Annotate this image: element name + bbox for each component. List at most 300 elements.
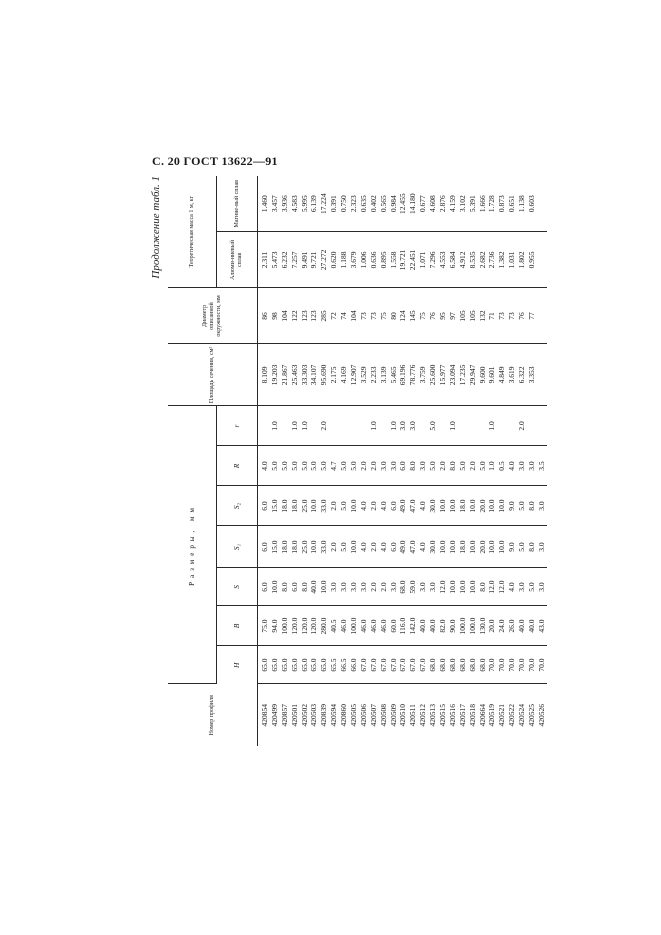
table-cell: 0.620 [329, 251, 339, 269]
table-cell: 5.0 [349, 461, 359, 471]
table-cell: 10.0 [447, 499, 457, 513]
table-cell: 3.679 [349, 251, 359, 269]
table-cell: 3.0 [388, 461, 398, 471]
table-cell: 4.7 [329, 461, 339, 471]
header-r-large: R [217, 446, 258, 486]
table-cell: 10.0 [497, 499, 507, 513]
table-cell: 67.0 [408, 658, 418, 672]
table-cell: 9.600 [477, 366, 487, 384]
table-cell: 3.0 [536, 542, 546, 552]
table-cell: 43.0 [536, 619, 546, 633]
table-cell: 3.0 [349, 582, 359, 592]
table-cell: 40.0 [309, 580, 319, 594]
table-cell: 4.608 [428, 195, 438, 213]
table-cell: 25.463 [289, 364, 299, 386]
table-cell: 132 [477, 310, 487, 322]
table-cell: 20.0 [477, 540, 487, 554]
table-cell: 24.0 [497, 619, 507, 633]
column-circle-diameter [258, 288, 547, 344]
column-r-large [258, 446, 547, 486]
table-cell: 6.0 [260, 542, 269, 552]
table-cell: 145 [408, 310, 418, 322]
table-cell: 12.0 [487, 580, 497, 594]
table-cell: 67.0 [378, 658, 388, 672]
table-cell: 6.584 [447, 251, 457, 269]
table-cell: 65.0 [289, 658, 299, 672]
table-cell: 8.0 [408, 461, 418, 471]
table-cell: 73 [507, 312, 517, 320]
table-cell: 71 [487, 312, 497, 320]
table-cell: 3.619 [507, 366, 517, 384]
table-cell: 70.0 [507, 658, 517, 672]
table-cell: 40.0 [527, 619, 537, 633]
table-cell: 4.0 [378, 501, 388, 511]
table-cell: 68.0 [477, 658, 487, 672]
table-cell: 5.0 [339, 501, 349, 511]
table-cell: 100.0 [457, 617, 467, 635]
table-cell: 77 [527, 312, 537, 320]
table-cell: 2.0 [438, 461, 448, 471]
table-cell: 2.0 [368, 461, 378, 471]
table-cell: 20.0 [487, 619, 497, 633]
table-cell: 420517 [457, 704, 467, 727]
table-cell: 420508 [378, 704, 388, 727]
table-cell [537, 346, 547, 403]
table-cell: 3.0 [398, 421, 408, 431]
column-b [258, 606, 547, 646]
table-cell: 3.0 [428, 582, 438, 592]
table-cell [468, 408, 478, 443]
table-cell: 3.0 [418, 582, 428, 592]
table-cell: 70.0 [536, 658, 546, 672]
table-cell: 3.0 [527, 461, 537, 471]
table-cell: 3.353 [527, 366, 537, 384]
table-cell: 10.0 [309, 540, 319, 554]
table-cell: 2.311 [260, 251, 269, 269]
table-cell: 1.460 [260, 195, 269, 213]
table-cell: 17.235 [457, 364, 467, 386]
header-s1: S₁ [217, 526, 258, 568]
table-cell: 4.553 [438, 251, 448, 269]
column-mass-magnesium [258, 176, 547, 232]
table-cell: 0.391 [329, 195, 339, 213]
table-cell: 5.391 [467, 195, 477, 213]
table-cell: 65.0 [299, 658, 309, 672]
table-cell: 98 [269, 312, 279, 320]
table-cell: 25.600 [428, 364, 438, 386]
header-sizes: Размеры, мм [168, 406, 217, 684]
header-circle-diameter: Диаметр описанной окружности, мм [168, 288, 258, 344]
table-cell: 5.0 [319, 461, 329, 471]
table-cell: 1.071 [418, 251, 428, 269]
table-cell: 4.0 [418, 542, 428, 552]
table-cell: 10.0 [438, 540, 448, 554]
table-cell: 4.583 [289, 195, 299, 213]
table-cell: 1.558 [388, 251, 398, 269]
table-cell: 75.0 [260, 619, 269, 633]
column-h [258, 646, 547, 684]
table-cell: 75 [418, 312, 428, 320]
table-cell: 3.0 [378, 461, 388, 471]
table-cell: 34.107 [309, 364, 319, 386]
table-cell: 104 [279, 310, 289, 322]
table-cell [349, 408, 359, 443]
table-cell [478, 408, 488, 443]
table-cell: 5.0 [289, 461, 299, 471]
table-cell: 130.0 [477, 617, 487, 635]
table-cell: 1.0 [269, 421, 279, 431]
table-cell: 94.0 [269, 619, 279, 633]
table-cell: 9.491 [299, 251, 309, 269]
table-cell: 5.0 [309, 461, 319, 471]
table-cell: 123 [309, 310, 319, 322]
table-cell: 49.0 [398, 499, 408, 513]
table-cell: 2.0 [358, 461, 368, 471]
table-cell: 6.0 [388, 501, 398, 511]
table-cell: 65.0 [269, 658, 279, 672]
table-cell: 1.0 [487, 461, 497, 471]
table-cell: 5.0 [517, 501, 527, 511]
table-cell: 9.601 [487, 366, 497, 384]
table-cell: 14.180 [408, 193, 418, 215]
table-cell: 66.5 [339, 658, 349, 672]
table-cell: 420511 [408, 704, 418, 727]
table-cell: 280.0 [319, 617, 329, 635]
table-cell: 6.139 [309, 195, 319, 213]
table-cell: 4.849 [497, 366, 507, 384]
table-cell: 1.0 [447, 421, 457, 431]
table-cell: 420512 [418, 704, 428, 727]
table-cell: 3.102 [457, 195, 467, 213]
table-cell: 67.0 [388, 658, 398, 672]
table-cell: 5.473 [269, 251, 279, 269]
table-cell: 3.0 [418, 461, 428, 471]
table-cell: 46.0 [358, 619, 368, 633]
table-cell [507, 408, 517, 443]
table-cell: 33.303 [299, 364, 309, 386]
table-cell: 2.323 [349, 195, 359, 213]
table-cell: 120.0 [309, 617, 319, 635]
table-cell: 8.535 [467, 251, 477, 269]
table-cell: 2.682 [477, 251, 487, 269]
table-cell: 420507 [368, 704, 378, 727]
header-area: Площадь сечения, см² [168, 344, 258, 406]
table-cell: 9.0 [507, 501, 517, 511]
table-cell: 120.0 [289, 617, 299, 635]
table-cell: 420594 [329, 704, 339, 727]
table-cell: 10.0 [487, 540, 497, 554]
table-cell: 2.175 [329, 366, 339, 384]
header-r-small: r [217, 406, 258, 446]
table-cell: 67.0 [398, 658, 408, 672]
table-cell: 68.0 [398, 580, 408, 594]
table-cell: 17.224 [319, 193, 329, 215]
table-cell: 20.0 [477, 499, 487, 513]
header-b: B [217, 606, 258, 646]
header-profile-number: Номер профиля [168, 684, 258, 746]
table-cell: 420502 [299, 704, 309, 727]
table-cell: 9.721 [309, 251, 319, 269]
table-cell: 76 [517, 312, 527, 320]
table-cell: 19.721 [398, 249, 408, 271]
table-cell: 100.0 [279, 617, 289, 635]
table-cell: 19.203 [269, 364, 279, 386]
table-cell: 10.0 [269, 580, 279, 594]
table-body-row [258, 176, 547, 746]
table-cell: 10.0 [487, 499, 497, 513]
table-cell: 74 [339, 312, 349, 320]
table-cell: 12.907 [349, 364, 359, 386]
table-cell: 6.322 [517, 366, 527, 384]
header-s2: S₂ [217, 486, 258, 526]
table-cell: 46.0 [339, 619, 349, 633]
table-cell: 3.0 [536, 582, 546, 592]
table-cell: 0.895 [378, 251, 388, 269]
table-cell [260, 408, 270, 443]
table-cell: 40.0 [418, 619, 428, 633]
table-cell [537, 408, 547, 443]
table-cell: 2.0 [467, 461, 477, 471]
column-s1 [258, 526, 547, 568]
table-cell: 12.0 [438, 580, 448, 594]
table-cell: 5.0 [428, 461, 438, 471]
table-cell: 65.0 [309, 658, 319, 672]
table-cell [438, 408, 448, 443]
table-cell: 1.006 [358, 251, 368, 269]
table-cell [537, 234, 547, 285]
table-cell: 420516 [447, 704, 457, 727]
table-cell: 68.0 [438, 658, 448, 672]
table-cell: 66.0 [349, 658, 359, 672]
table-cell: 116.0 [398, 617, 408, 635]
table-cell: 47.0 [408, 499, 418, 513]
table-cell: 18.0 [457, 499, 467, 513]
table-cell: 2.0 [368, 501, 378, 511]
table-cell: 60.0 [388, 619, 398, 633]
table-cell: 27.272 [319, 249, 329, 271]
table-cell: 2.0 [319, 421, 329, 431]
table-cell: 3.5 [536, 461, 546, 471]
table-cell: 104 [349, 310, 359, 322]
table-cell: 8.0 [527, 542, 537, 552]
table-cell: 2.0 [368, 542, 378, 552]
table-cell: 2.0 [378, 582, 388, 592]
table-cell: 33.0 [319, 540, 329, 554]
table-cell: 5.995 [299, 195, 309, 213]
table-cell: 30.0 [428, 499, 438, 513]
table-cell: 4.159 [447, 195, 457, 213]
table-cell: 65.0 [260, 658, 269, 672]
table-cell [379, 408, 389, 443]
table-cell: 65.0 [279, 658, 289, 672]
table-cell: 10.0 [467, 499, 477, 513]
table-cell: 420522 [507, 704, 517, 727]
table-cell: 95 [438, 312, 448, 320]
table-cell: 10.0 [467, 580, 477, 594]
table-cell: 420509 [388, 704, 398, 727]
table-cell: 1.0 [299, 421, 309, 431]
table-cell: 420525 [527, 704, 537, 727]
table-cell: 46.0 [378, 619, 388, 633]
table-cell: 3.0 [339, 582, 349, 592]
table-cell: 73 [497, 312, 507, 320]
table-cell: 78.776 [408, 364, 418, 386]
table-cell: 5.0 [457, 461, 467, 471]
table-cell [458, 408, 468, 443]
table-cell: 72 [329, 312, 339, 320]
table-cell: 46.0 [368, 619, 378, 633]
table-cell: 285 [319, 310, 329, 322]
table-cell: 69.196 [398, 364, 408, 386]
table-cell: 2.736 [487, 251, 497, 269]
table-cell: 0.873 [497, 195, 507, 213]
table-cell: 1.031 [507, 251, 517, 269]
table-cell: 80 [388, 312, 398, 320]
table-cell: 8.0 [299, 582, 309, 592]
table-cell: 5.0 [527, 582, 537, 592]
table-cell: 4.0 [260, 461, 269, 471]
table-cell [537, 290, 547, 341]
header-mass-aluminum: Алюми-ниевый сплав [217, 232, 258, 288]
table-cell: 67.0 [418, 658, 428, 672]
table-cell: 75 [378, 312, 388, 320]
table-cell: 3.0 [408, 421, 418, 431]
table-cell: 1.382 [497, 251, 507, 269]
table-cell: 73 [368, 312, 378, 320]
table-cell: 6.0 [260, 501, 269, 511]
table-cell: 8.0 [527, 501, 537, 511]
table-cell: 65.0 [319, 658, 329, 672]
table-cell: 40.0 [428, 619, 438, 633]
table-cell: 2.0 [329, 542, 339, 552]
table-cell: 0.5 [497, 461, 507, 471]
table-cell: 10.0 [319, 580, 329, 594]
table-cell: 12.0 [497, 580, 507, 594]
table-cell: 15.977 [438, 364, 448, 386]
table-cell: 8.109 [260, 366, 269, 384]
table-cell [359, 408, 369, 443]
table-cell: 1.0 [487, 421, 497, 431]
table-cell: 3.936 [279, 195, 289, 213]
table-cell: 26.0 [507, 619, 517, 633]
column-area [258, 344, 547, 406]
table-cell: 420860 [339, 704, 349, 727]
table-cell: 420501 [289, 704, 299, 727]
table-cell: 420503 [309, 704, 319, 727]
table-cell: 10.0 [309, 499, 319, 513]
table-cell: 70.0 [487, 658, 497, 672]
table-cell: 21.867 [279, 364, 289, 386]
table-cell: 68.0 [447, 658, 457, 672]
table-cell [309, 408, 319, 443]
table-cell: 6.232 [279, 251, 289, 269]
table-cell: 6.0 [260, 582, 269, 592]
header-mass-magnesium: Магние-вый сплав [217, 176, 258, 232]
column-mass-aluminum [258, 232, 547, 288]
table-cell: 65.5 [329, 658, 339, 672]
table-cell: 40.0 [517, 619, 527, 633]
table-cell: 70.0 [527, 658, 537, 672]
table-cell: 15.0 [269, 540, 279, 554]
table-cell: 5.0 [279, 461, 289, 471]
table-cell: 0.635 [358, 195, 368, 213]
table-cell: 30.0 [428, 540, 438, 554]
table-cell: 70.0 [497, 658, 507, 672]
table-cell: 68.0 [467, 658, 477, 672]
table-cell: 420505 [349, 704, 359, 727]
table-cell: 142.0 [408, 617, 418, 635]
table-cell: 1.0 [368, 421, 378, 431]
table-cell: 1.188 [339, 251, 349, 269]
table-cell: 122 [289, 310, 299, 322]
table-cell: 100.0 [349, 617, 359, 635]
table-cell: 4.0 [378, 542, 388, 552]
table-cell: 4.0 [507, 582, 517, 592]
table-cell: 40.5 [329, 619, 339, 633]
page-header: С. 20 ГОСТ 13622—91 [152, 154, 278, 168]
table-cell: 18.0 [457, 540, 467, 554]
table-cell: 4.0 [358, 542, 368, 552]
table-cell: 67.0 [358, 658, 368, 672]
table-cell: 10.0 [447, 580, 457, 594]
table-cell: 10.0 [349, 540, 359, 554]
table-cell: 18.0 [289, 499, 299, 513]
table-cell: 2.0 [517, 421, 527, 431]
column-s [258, 568, 547, 606]
table-cell: 5.0 [339, 461, 349, 471]
table-cell: 420521 [497, 704, 507, 727]
table-cell: 97 [447, 312, 457, 320]
header-h: H [217, 646, 258, 684]
table-cell: 105 [457, 310, 467, 322]
table-cell: 0.955 [527, 251, 537, 269]
table-cell: 12.455 [398, 193, 408, 215]
table-cell: 3.0 [329, 582, 339, 592]
table-cell: 420519 [487, 704, 497, 727]
table-cell: 4.169 [339, 366, 349, 384]
header-s: S [217, 568, 258, 606]
table-cell: 5.465 [388, 366, 398, 384]
table-cell: 420854 [260, 704, 269, 727]
table-cell: 3.759 [418, 366, 428, 384]
table-cell: 420513 [428, 704, 438, 727]
table-cell [280, 408, 290, 443]
table-cell: 0.677 [418, 195, 428, 213]
table-cell: 5.0 [517, 542, 527, 552]
column-s2 [258, 486, 547, 526]
table-cell: 0.651 [507, 195, 517, 213]
table-cell: 7.296 [428, 251, 438, 269]
table-cell: 59.0 [408, 580, 418, 594]
table-cell [497, 408, 507, 443]
table-cell: 23.094 [447, 364, 457, 386]
table-cell: 1.0 [388, 421, 398, 431]
table-cell: 3.529 [358, 366, 368, 384]
table-cell: 420510 [398, 704, 408, 727]
table-cell: 420515 [438, 704, 448, 727]
table-cell: 68.0 [428, 658, 438, 672]
table-cell: 73 [358, 312, 368, 320]
table-cell: 10.0 [447, 540, 457, 554]
table-cell: 6.0 [388, 542, 398, 552]
table-cell: 82.0 [438, 619, 448, 633]
table-cell: 4.0 [418, 501, 428, 511]
table-cell: 120.0 [299, 617, 309, 635]
table-cell [329, 408, 339, 443]
table-cell: 5.0 [269, 461, 279, 471]
table-cell: 90.0 [447, 619, 457, 633]
table-cell: 0.603 [527, 195, 537, 213]
